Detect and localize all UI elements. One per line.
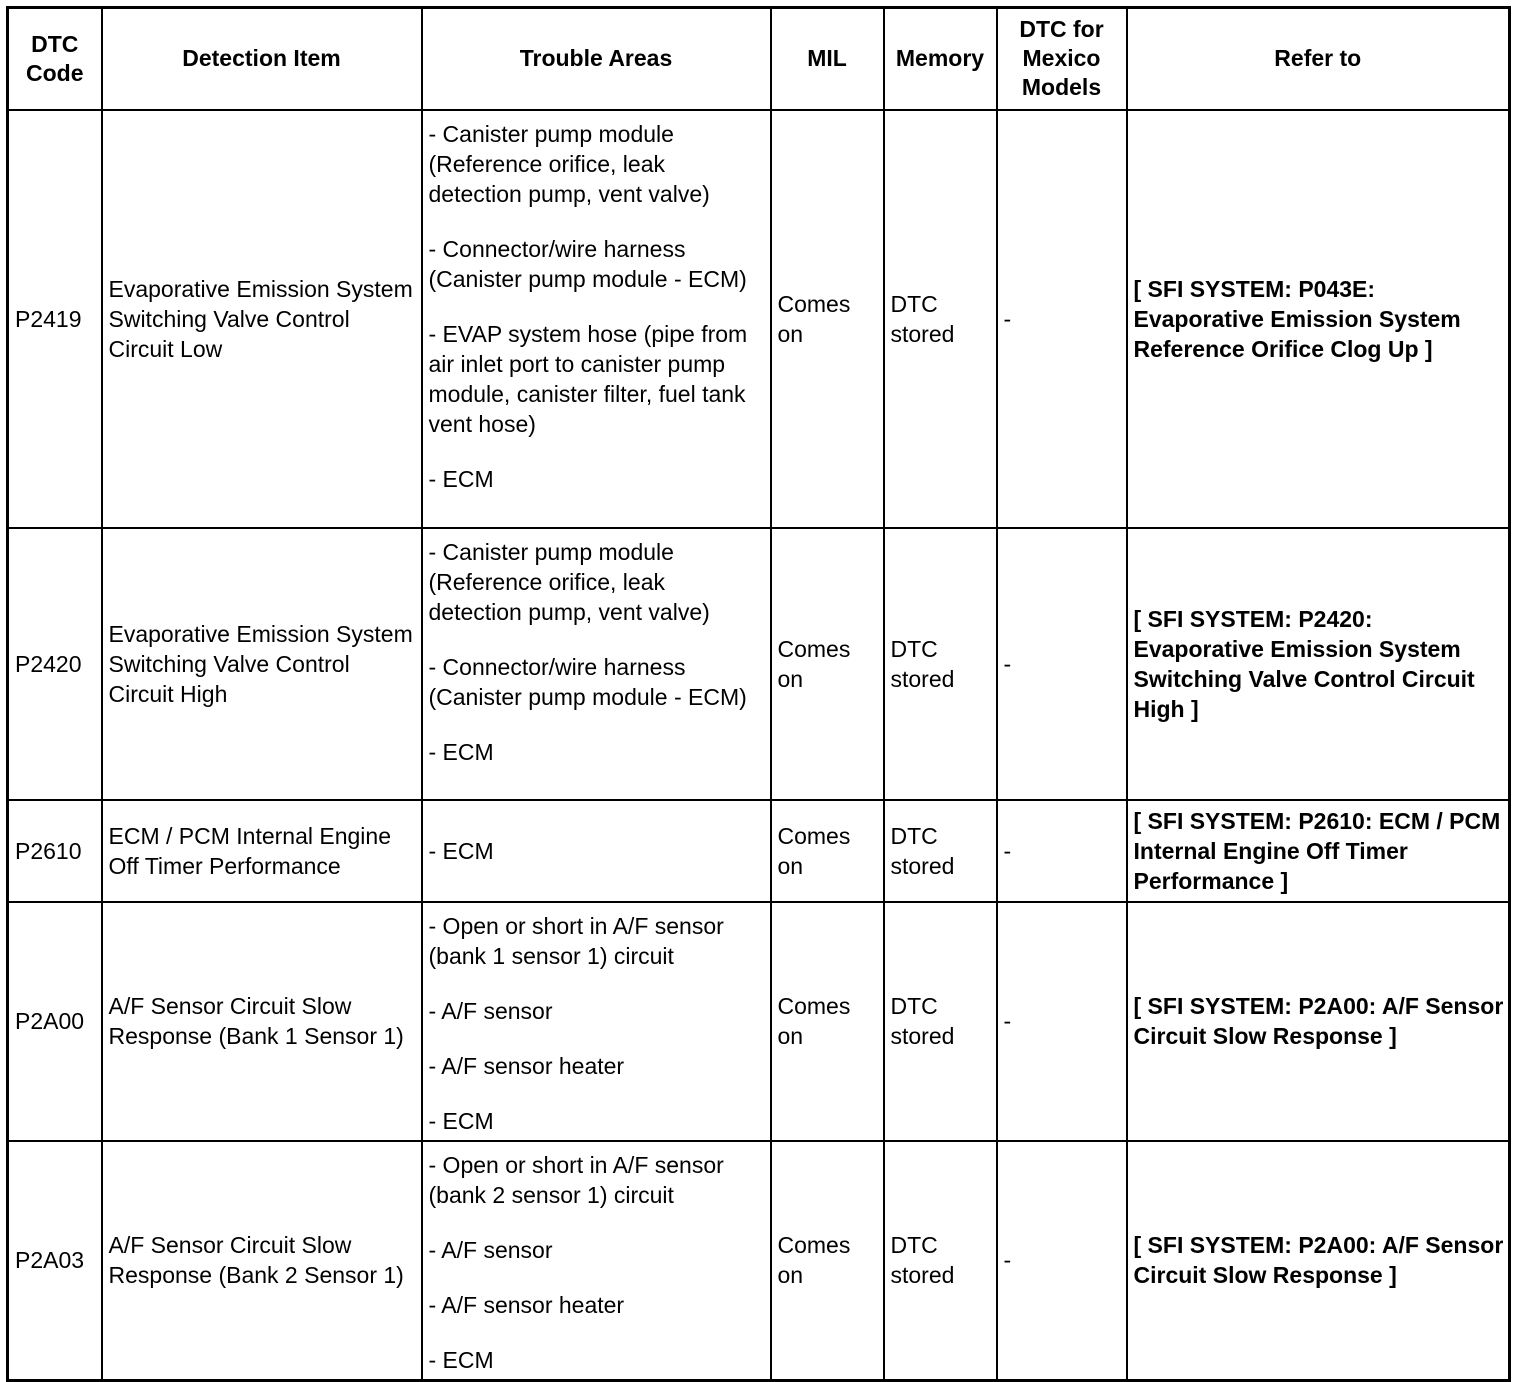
mil-cell: Comes on (771, 902, 884, 1141)
memory-cell: DTC stored (884, 110, 997, 528)
mil-cell: Comes on (771, 1141, 884, 1381)
memory-cell: DTC stored (884, 528, 997, 800)
refer-to-cell: [ SFI SYSTEM: P2A00: A/F Sensor Circuit Slow Response ] (1127, 902, 1510, 1141)
trouble-area-item: - ECM (428, 1107, 494, 1134)
trouble-area-item: - A/F sensor heater (428, 1291, 625, 1318)
table-row (8, 110, 1510, 528)
mil-cell: Comes on (771, 528, 884, 800)
header-detection-item: Detection Item (102, 8, 422, 110)
trouble-area-item: - Canister pump module (Reference orifice, leak detection pump, vent valve) (428, 120, 710, 207)
trouble-areas-cell (422, 902, 771, 1141)
trouble-area-item: - Connector/wire harness (Canister pump module - ECM) (428, 653, 747, 710)
table-row (8, 800, 1510, 902)
header-mil: MIL (771, 8, 884, 110)
header-trouble-areas: Trouble Areas (422, 8, 771, 110)
dtc-code-cell: P2A00 (8, 902, 102, 1141)
detection-item-cell: A/F Sensor Circuit Slow Response (Bank 2 Sensor 1) (102, 1141, 422, 1381)
trouble-area-item: - A/F sensor heater (428, 1052, 625, 1079)
memory-cell: DTC stored (884, 800, 997, 902)
memory-cell: DTC stored (884, 902, 997, 1141)
header-dtc-code: DTC Code (8, 8, 102, 110)
refer-to-cell: [ SFI SYSTEM: P2610: ECM / PCM Internal Engine Off Timer Performance ] (1127, 800, 1510, 902)
trouble-area-item: - Connector/wire harness (Canister pump module - ECM) (428, 235, 747, 292)
table-row (8, 902, 1510, 1141)
trouble-area-item: - A/F sensor (428, 1236, 553, 1263)
detection-item-cell: ECM / PCM Internal Engine Off Timer Performance (102, 800, 422, 902)
dtc-code-cell: P2419 (8, 110, 102, 528)
trouble-area-item: - ECM (428, 837, 494, 864)
dtc-code-cell: P2610 (8, 800, 102, 902)
table-row (8, 528, 1510, 800)
trouble-areas-cell (422, 800, 771, 902)
dtc-code-cell: P2A03 (8, 1141, 102, 1381)
trouble-areas-cell (422, 1141, 771, 1381)
header-dtc-mexico: DTC for Mexico Models (997, 8, 1127, 110)
refer-to-cell: [ SFI SYSTEM: P2420: Evaporative Emission System Switching Valve Control Circuit High ] (1127, 528, 1510, 800)
trouble-area-item: - Canister pump module (Reference orifice, leak detection pump, vent valve) (428, 538, 710, 625)
dtc-mexico-cell: - (997, 528, 1127, 800)
dtc-mexico-cell: - (997, 110, 1127, 528)
trouble-areas-cell (422, 110, 771, 528)
trouble-area-item: - EVAP system hose (pipe from air inlet port to canister pump module, canister filter, fuel tank vent hose) (428, 320, 748, 437)
dtc-mexico-cell: - (997, 800, 1127, 902)
trouble-area-item: - ECM (428, 1346, 494, 1373)
refer-to-cell: [ SFI SYSTEM: P043E: Evaporative Emission System Reference Orifice Clog Up ] (1127, 110, 1510, 528)
dtc-code-cell: P2420 (8, 528, 102, 800)
detection-item-cell: A/F Sensor Circuit Slow Response (Bank 1 Sensor 1) (102, 902, 422, 1141)
memory-cell: DTC stored (884, 1141, 997, 1381)
trouble-area-item: - A/F sensor (428, 997, 553, 1024)
header-refer-to: Refer to (1127, 8, 1510, 110)
dtc-table (6, 6, 1511, 1382)
dtc-mexico-cell: - (997, 1141, 1127, 1381)
detection-item-cell: Evaporative Emission System Switching Valve Control Circuit Low (102, 110, 422, 528)
refer-to-cell: [ SFI SYSTEM: P2A00: A/F Sensor Circuit Slow Response ] (1127, 1141, 1510, 1381)
trouble-area-item: - ECM (428, 465, 494, 492)
mil-cell: Comes on (771, 800, 884, 902)
detection-item-cell: Evaporative Emission System Switching Valve Control Circuit High (102, 528, 422, 800)
trouble-area-item: - Open or short in A/F sensor (bank 1 sensor 1) circuit (428, 912, 724, 969)
table-row (8, 1141, 1510, 1381)
dtc-mexico-cell: - (997, 902, 1127, 1141)
trouble-areas-cell (422, 528, 771, 800)
header-memory: Memory (884, 8, 997, 110)
table-header-row (8, 8, 1510, 110)
trouble-area-item: - Open or short in A/F sensor (bank 2 sensor 1) circuit (428, 1151, 724, 1208)
trouble-area-item: - ECM (428, 738, 494, 765)
mil-cell: Comes on (771, 110, 884, 528)
